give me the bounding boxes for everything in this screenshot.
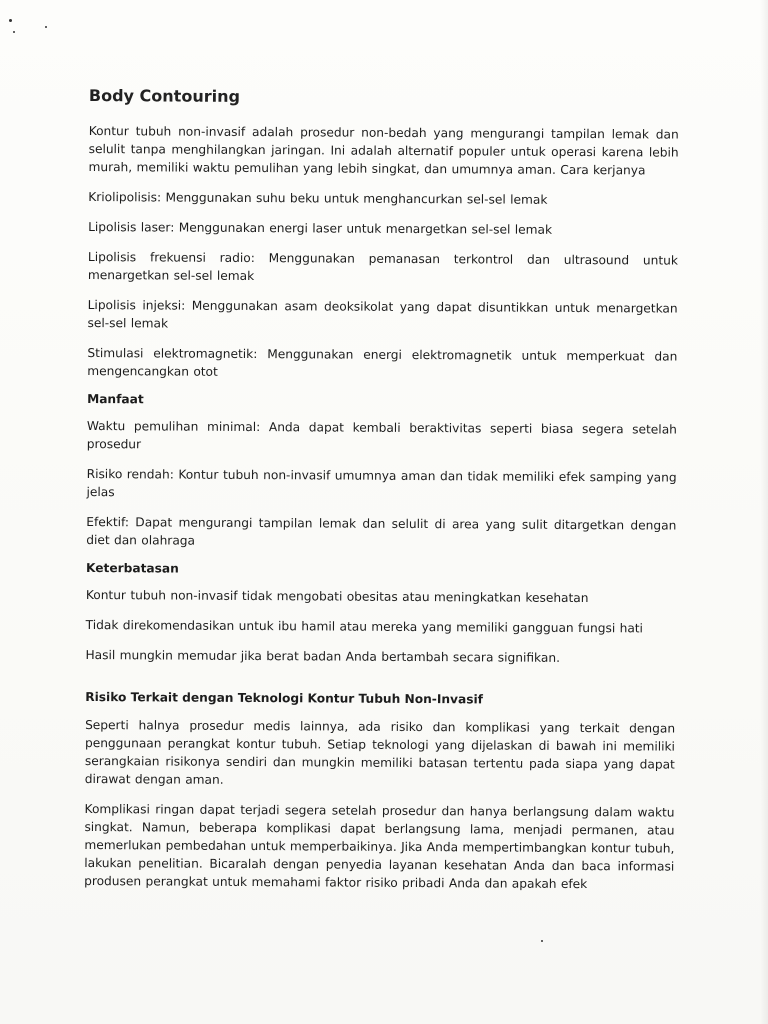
limitation-item: Hasil mungkin memudar jika berat badan Anda bertambah secara signifikan. — [85, 647, 561, 665]
scan-speck — [45, 26, 47, 28]
method-item: Lipolisis frekuensi radio: Menggunakan pemanasan terkontrol dan ultrasound untuk menargetkan sel-sel lemak — [87, 249, 678, 284]
intro-paragraph: Kontur tubuh non-invasif adalah prosedur non-bedah yang mengurangi tampilan lemak dan selulit tanpa menghilangkan jaringan. Ini adalah alternatif populer untuk operasi karena lebih murah, memiliki waktu pemulihan yang lebih singkat, dan umumnya aman. Cara kerjanya — [88, 123, 679, 178]
benefits-heading: Manfaat — [87, 391, 144, 407]
scan-speck — [13, 31, 15, 33]
risk-paragraph: Komplikasi ringan dapat terjadi segera setelah prosedur dan hanya berlangsung dalam waktu singkat. Namun, beberapa komplikasi dapat berlangsung lama, menjadi permanen, atau memerlukan pembedahan untuk memperbaikinya. Jika Anda mempertimbangkan kontur tubuh, lakukan penelitian. Bicaralah dengan penyedia layanan kesehatan Anda dan baca informasi produsen perangkat untuk memahami faktor risiko pribadi Anda dan apakah efek — [84, 801, 675, 892]
document-title: Body Contouring — [88, 86, 241, 106]
benefit-item: Risiko rendah: Kontur tubuh non-invasif umumnya aman dan tidak memiliki efek samping yang jelas — [86, 466, 677, 500]
risk-paragraph: Seperti halnya prosedur medis lainnya, ada risiko dan komplikasi yang terkait dengan penggunaan perangkat kontur tubuh. Setiap teknologi yang dijelaskan di bawah ini memiliki serangkaian risikonya sendiri dan mungkin memiliki batasan tertentu pada siapa yang dapat dirawat dengan aman. — [84, 717, 676, 787]
limitation-item: Tidak direkomendasikan untuk ibu hamil atau mereka yang memiliki gangguan fungsi hati — [85, 617, 644, 636]
limitations-heading: Keterbatasan — [86, 560, 179, 576]
document-body — [84, 86, 679, 894]
method-item: Lipolisis injeksi: Menggunakan asam deoksikolat yang dapat disuntikkan untuk menargetkan sel-sel lemak — [87, 297, 678, 331]
benefit-item: Waktu pemulihan minimal: Anda dapat kembali beraktivitas seperti biasa segera setelah prosedur — [86, 418, 677, 452]
risk-heading: Risiko Terkait dengan Teknologi Kontur Tubuh Non-Invasif — [85, 689, 484, 707]
page-edge-shadow — [760, 0, 768, 1024]
scan-speck — [541, 940, 543, 942]
scan-speck — [9, 19, 12, 22]
method-item: Kriolipolisis: Menggunakan suhu beku untuk menghancurkan sel-sel lemak — [88, 189, 548, 207]
method-item: Lipolisis laser: Menggunakan energi laser untuk menargetkan sel-sel lemak — [88, 219, 553, 237]
method-item: Stimulasi elektromagnetik: Menggunakan energi elektromagnetik untuk memperkuat dan mengencangkan otot — [87, 345, 678, 379]
benefit-item: Efektif: Dapat mengurangi tampilan lemak dan selulit di area yang sulit ditargetkan dengan diet dan olahraga — [86, 514, 677, 548]
limitation-item: Kontur tubuh non-invasif tidak mengobati obesitas atau meningkatkan kesehatan — [85, 587, 589, 606]
